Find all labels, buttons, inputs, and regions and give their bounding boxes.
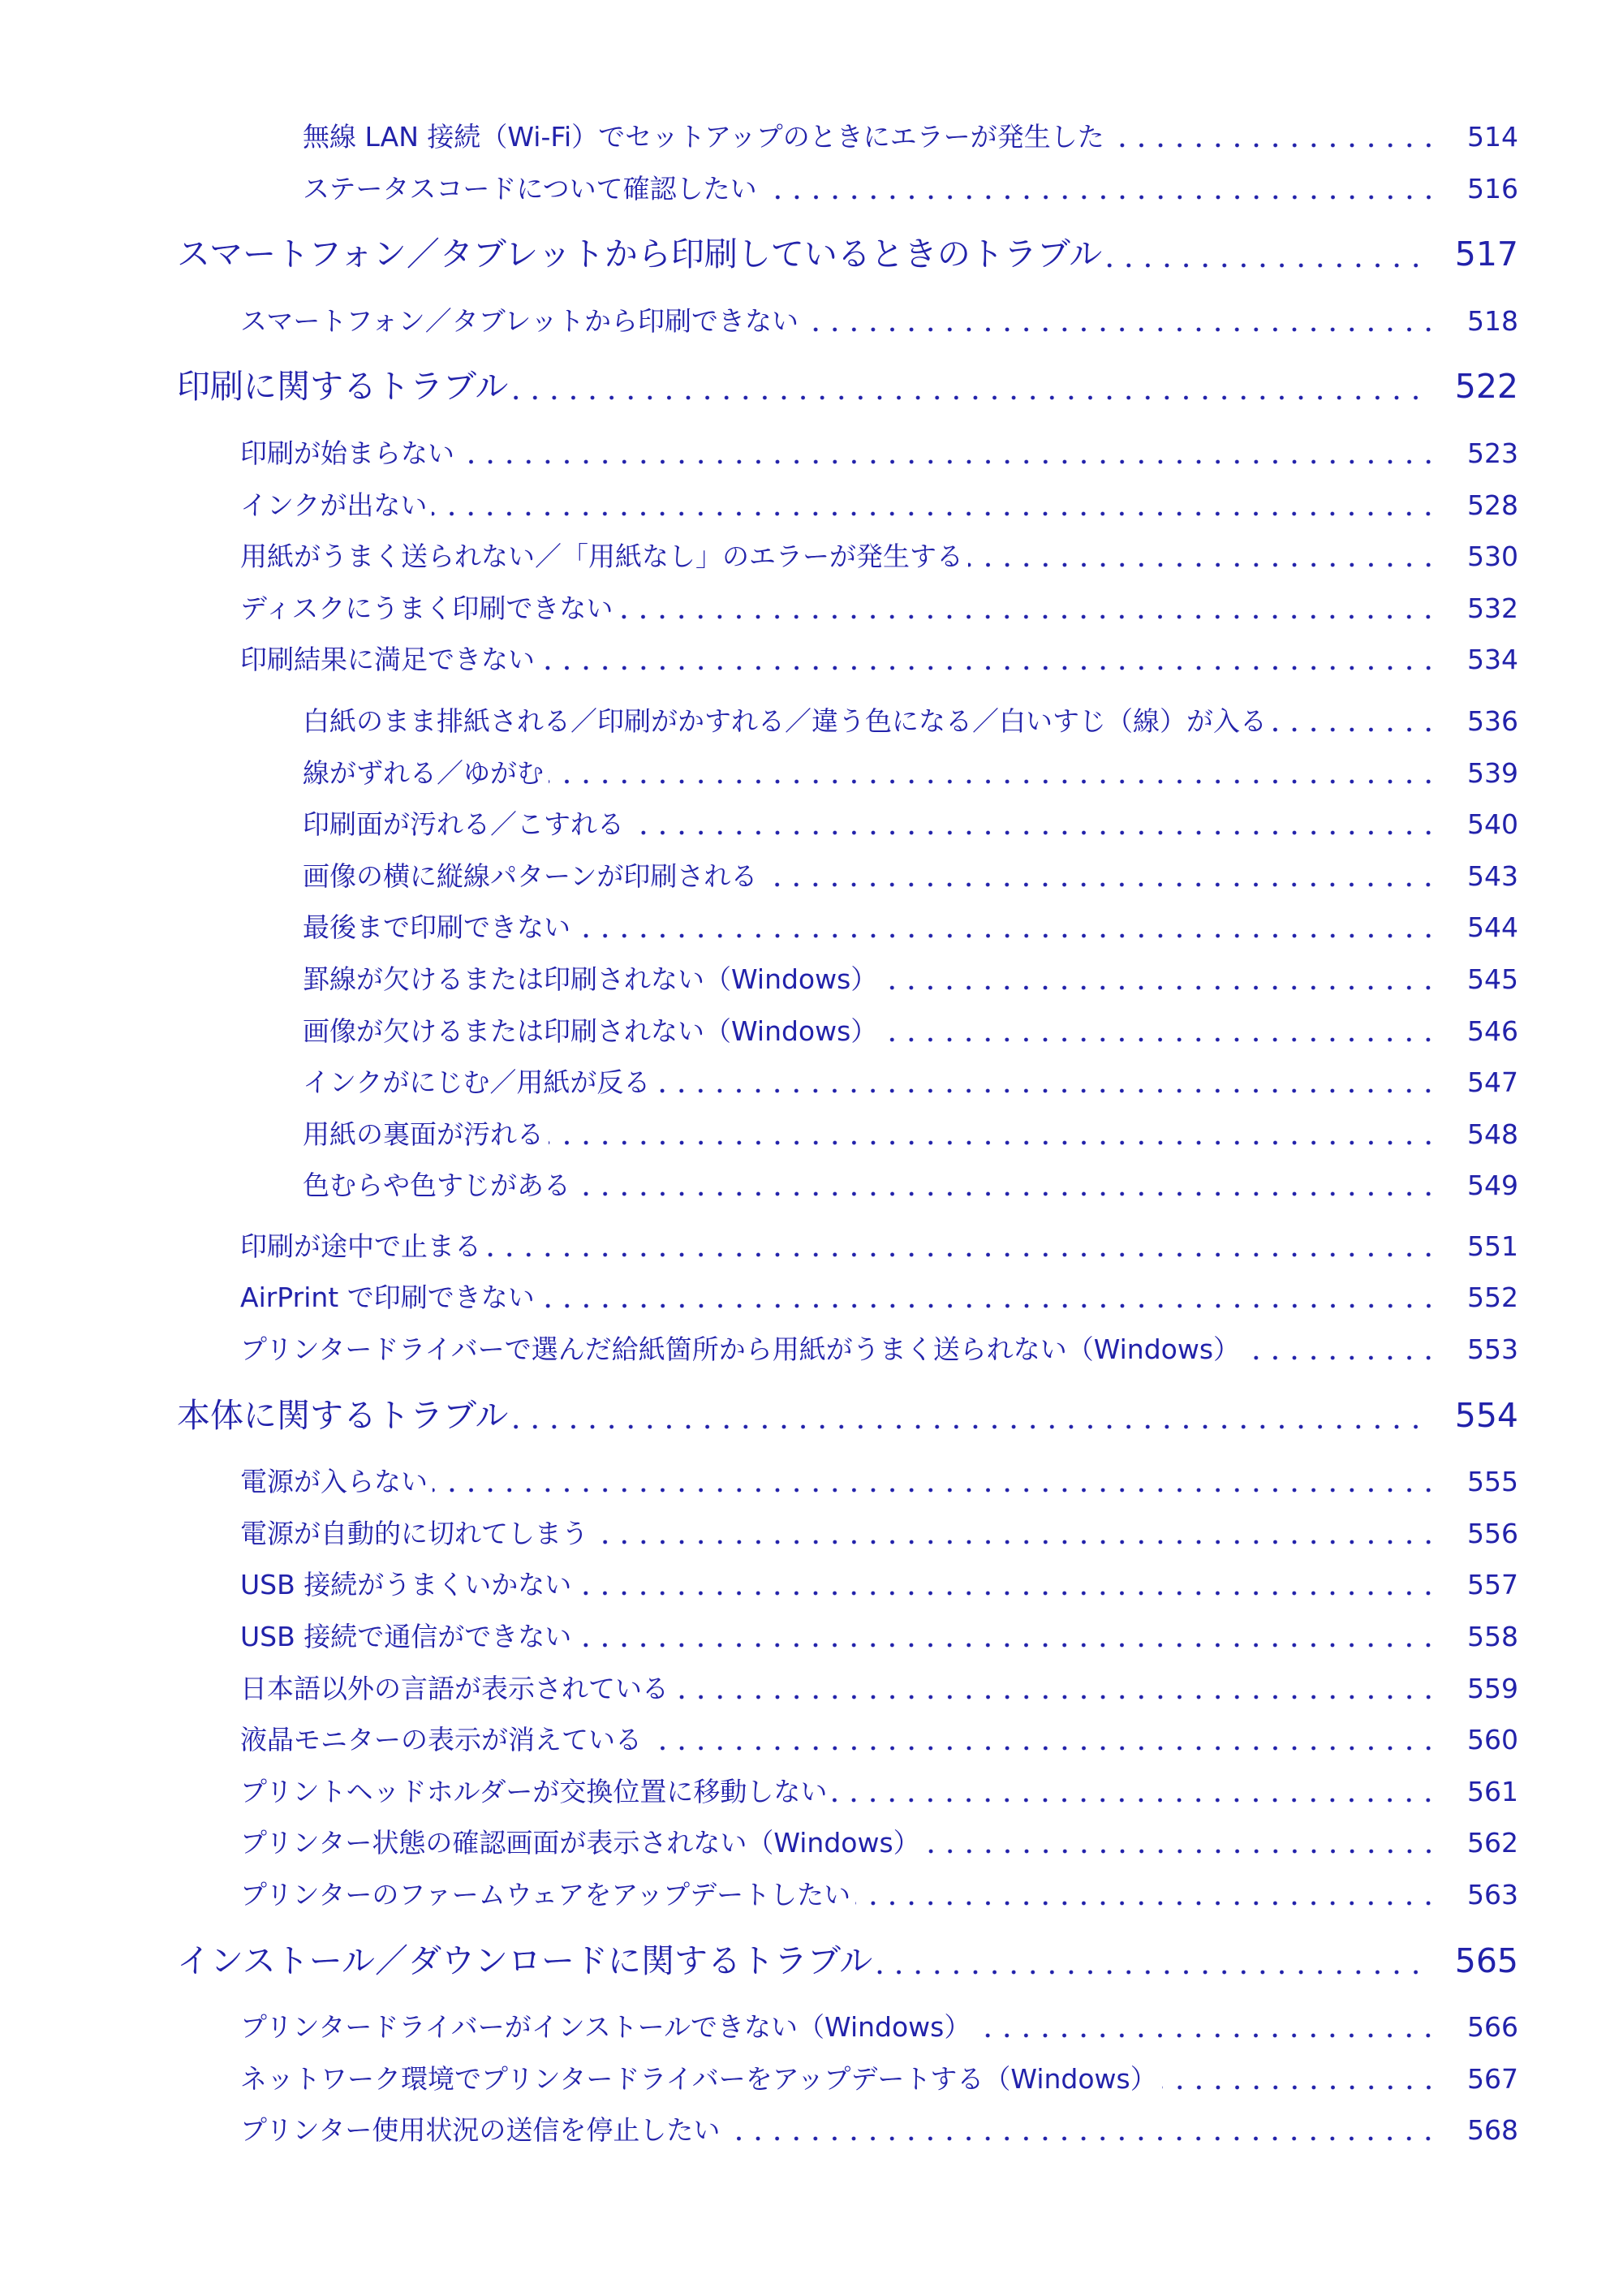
toc-entry[interactable] [0, 531, 1623, 583]
toc-entry-title: プリンタードライバーがインストールできない（Windows） [240, 2011, 971, 2044]
toc-entry[interactable] [0, 747, 1623, 799]
toc-page-number: 554 [1454, 1395, 1518, 1435]
toc-section-heading[interactable] [0, 1936, 1623, 1988]
toc-page-number: 563 [1467, 1879, 1518, 1910]
toc-entry-title: 色むらや色すじがある [303, 1170, 570, 1202]
toc-page-number: 557 [1467, 1569, 1518, 1601]
toc-page-number: 566 [1467, 2011, 1518, 2044]
toc-dot-leader [618, 583, 1438, 635]
toc-entry[interactable] [0, 1324, 1623, 1376]
toc-entry-title: 画像の横に縦線パターンが印刷される [303, 859, 758, 892]
toc-entry[interactable] [0, 2104, 1623, 2156]
toc-page-number: 559 [1467, 1672, 1518, 1704]
toc-page-number: 560 [1467, 1724, 1518, 1756]
toc-dot-leader [513, 361, 1425, 413]
toc-page-number: 553 [1467, 1333, 1518, 1366]
toc-entry-title: 印刷が始まらない [240, 437, 454, 469]
toc-entry-title: 電源が入らない [240, 1466, 428, 1498]
toc-entry-title: 液晶モニターの表示が消えている [240, 1724, 642, 1756]
toc-dot-leader [459, 428, 1438, 480]
toc-dot-leader [549, 747, 1438, 799]
toc-entry[interactable] [0, 1766, 1623, 1818]
toc-dot-leader [968, 531, 1438, 583]
toc-page-number: 543 [1467, 859, 1518, 892]
toc-dot-leader [576, 1559, 1438, 1611]
toc-dot-leader [549, 1109, 1438, 1161]
toc-entry[interactable] [0, 295, 1623, 347]
toc-entry[interactable] [0, 1663, 1623, 1715]
toc-dot-leader [486, 1221, 1438, 1273]
toc-entry[interactable] [0, 1714, 1623, 1766]
toc-dot-leader [1107, 229, 1426, 281]
toc-page-number: 518 [1467, 304, 1518, 337]
toc-dot-leader [762, 163, 1438, 215]
toc-entry-title: プリンタードライバーで選んだ給紙箇所から用紙がうまく送られない（Windows） [240, 1333, 1241, 1366]
toc-page-number: 555 [1467, 1466, 1518, 1498]
toc-dot-leader [1272, 696, 1438, 747]
toc-dot-leader [877, 1936, 1425, 1988]
toc-dot-leader [882, 1006, 1438, 1058]
toc-dot-leader [575, 1160, 1438, 1212]
toc-entry-title: 線がずれる／ゆがむ [303, 756, 544, 789]
toc-dot-leader [647, 1714, 1438, 1766]
toc-entry-title: AirPrint で印刷できない [240, 1282, 535, 1314]
toc-page-number: 532 [1467, 592, 1518, 624]
toc-page-number: 551 [1467, 1230, 1518, 1262]
toc-dot-leader [1109, 111, 1438, 163]
toc-entry[interactable] [0, 902, 1623, 954]
toc-entry[interactable] [0, 1456, 1623, 1508]
toc-page-number: 558 [1467, 1621, 1518, 1653]
toc-dot-leader [925, 1817, 1438, 1869]
toc-section-heading[interactable] [0, 361, 1623, 413]
toc-page-number: 547 [1467, 1066, 1518, 1099]
toc-page-number: 523 [1467, 437, 1518, 469]
toc-entry-title: ネットワーク環境でプリンタードライバーをアップデートする（Windows） [240, 2062, 1157, 2095]
toc-entry[interactable] [0, 1006, 1623, 1058]
toc-page-number: 534 [1467, 644, 1518, 676]
toc-dot-leader [540, 634, 1438, 686]
toc-entry-title: 用紙の裏面が汚れる [303, 1118, 544, 1150]
toc-entry-title: 罫線が欠けるまたは印刷されない（Windows） [303, 963, 878, 995]
toc-dot-leader [1245, 1324, 1438, 1376]
toc-section-heading[interactable] [0, 229, 1623, 281]
toc-entry[interactable] [0, 1272, 1623, 1324]
toc-page-number: 536 [1467, 704, 1518, 737]
toc-entry-title: 印刷面が汚れる／こすれる [303, 808, 624, 841]
toc-dot-leader [803, 295, 1438, 347]
toc-section-title: 印刷に関するトラブル [177, 367, 509, 407]
toc-section-heading[interactable] [0, 1390, 1623, 1442]
toc-entry[interactable] [0, 799, 1623, 851]
toc-dot-leader [540, 1272, 1438, 1324]
toc-dot-leader [629, 799, 1438, 851]
toc-page-number: 565 [1454, 1941, 1518, 1980]
toc-page-number: 530 [1467, 541, 1518, 573]
toc-entry-title: インクがにじむ／用紙が反る [303, 1066, 651, 1099]
toc-page-number: 546 [1467, 1014, 1518, 1047]
toc-page-number: 522 [1454, 367, 1518, 407]
toc-entry[interactable] [0, 111, 1623, 163]
toc-dot-leader [432, 480, 1438, 532]
toc-entry[interactable] [0, 1160, 1623, 1212]
toc-dot-leader [975, 2001, 1438, 2053]
toc-entry-title: プリンター使用状況の送信を停止したい [240, 2114, 721, 2147]
toc-page-number: 516 [1467, 172, 1518, 205]
toc-section-title: スマートフォン／タブレットから印刷しているときのトラブル [177, 235, 1103, 274]
toc-entry-title: 無線 LAN 接続（Wi-Fi）でセットアップのときにエラーが発生した [303, 121, 1104, 153]
toc-entry[interactable] [0, 851, 1623, 902]
toc-dot-leader [593, 1508, 1438, 1560]
toc-page-number: 539 [1467, 756, 1518, 789]
toc-entry-title: 日本語以外の言語が表示されている [240, 1672, 669, 1704]
toc-entry[interactable] [0, 480, 1623, 532]
toc-entry[interactable] [0, 1508, 1623, 1560]
toc-entry[interactable] [0, 634, 1623, 686]
toc-entry[interactable] [0, 428, 1623, 480]
toc-entry-title: 印刷結果に満足できない [240, 644, 535, 676]
toc-entry-title: USB 接続で通信ができない [240, 1621, 572, 1653]
toc-entry-title: ディスクにうまく印刷できない [240, 592, 613, 624]
toc-entry[interactable] [0, 696, 1623, 747]
toc-entry-title: プリントヘッドホルダーが交換位置に移動しない [240, 1775, 828, 1807]
toc-entry[interactable] [0, 1869, 1623, 1921]
toc-dot-leader [1162, 2053, 1438, 2105]
toc-dot-leader [513, 1390, 1425, 1442]
toc-entry[interactable] [0, 1611, 1623, 1663]
toc-entry-title: インクが出ない [240, 489, 428, 521]
toc-page-number: 567 [1467, 2062, 1518, 2095]
toc-page-number: 548 [1467, 1118, 1518, 1150]
toc-dot-leader [725, 2104, 1438, 2156]
toc-entry[interactable] [0, 1817, 1623, 1869]
toc-entry-title: プリンター状態の確認画面が表示されない（Windows） [240, 1827, 920, 1859]
toc-dot-leader [575, 902, 1438, 954]
toc-page-number: 545 [1467, 963, 1518, 995]
toc-page-number: 517 [1454, 235, 1518, 274]
toc-entry-title: 用紙がうまく送られない／「用紙なし」のエラーが発生する [240, 541, 963, 573]
toc-page-number: 514 [1467, 121, 1518, 153]
toc-entry[interactable] [0, 2001, 1623, 2053]
toc-entry[interactable] [0, 1109, 1623, 1161]
toc-entry-title: プリンターのファームウェアをアップデートしたい [240, 1879, 851, 1910]
toc-entry[interactable] [0, 1559, 1623, 1611]
toc-entry-title: 電源が自動的に切れてしまう [240, 1517, 588, 1549]
toc-dot-leader [576, 1611, 1438, 1663]
toc-entry[interactable] [0, 1221, 1623, 1273]
toc-dot-leader [855, 1869, 1438, 1921]
toc-entry-title: USB 接続がうまくいかない [240, 1569, 572, 1601]
toc-page-number: 562 [1467, 1827, 1518, 1859]
toc-entry-title: 印刷が途中で止まる [240, 1230, 481, 1262]
toc-dot-leader [655, 1057, 1438, 1109]
toc-dot-leader [832, 1766, 1438, 1818]
toc-page-number: 556 [1467, 1517, 1518, 1549]
toc-page-number: 561 [1467, 1775, 1518, 1807]
toc-page-number: 568 [1467, 2114, 1518, 2147]
toc-page-number: 528 [1467, 489, 1518, 521]
toc-entry[interactable] [0, 163, 1623, 215]
toc-entry[interactable] [0, 583, 1623, 635]
toc-entry-title: 最後まで印刷できない [303, 911, 570, 944]
toc-page-number: 540 [1467, 808, 1518, 841]
toc-entry-title: 白紙のまま排紙される／印刷がかすれる／違う色になる／白いすじ（線）が入る [303, 704, 1267, 737]
toc-entry[interactable] [0, 1057, 1623, 1109]
toc-entry-title: ステータスコードについて確認したい [303, 172, 757, 205]
toc-dot-leader [762, 851, 1438, 902]
table-of-contents [0, 111, 1623, 2156]
toc-entry[interactable] [0, 954, 1623, 1006]
toc-page-number: 549 [1467, 1170, 1518, 1202]
toc-section-title: インストール／ダウンロードに関するトラブル [177, 1941, 873, 1980]
toc-entry-title: 画像が欠けるまたは印刷されない（Windows） [303, 1014, 878, 1047]
toc-dot-leader [674, 1663, 1438, 1715]
toc-dot-leader [433, 1456, 1438, 1508]
toc-dot-leader [882, 954, 1438, 1006]
toc-section-title: 本体に関するトラブル [177, 1395, 509, 1435]
toc-page-number: 552 [1467, 1282, 1518, 1314]
toc-entry-title: スマートフォン／タブレットから印刷できない [240, 304, 799, 337]
toc-entry[interactable] [0, 2053, 1623, 2105]
toc-page-number: 544 [1467, 911, 1518, 944]
